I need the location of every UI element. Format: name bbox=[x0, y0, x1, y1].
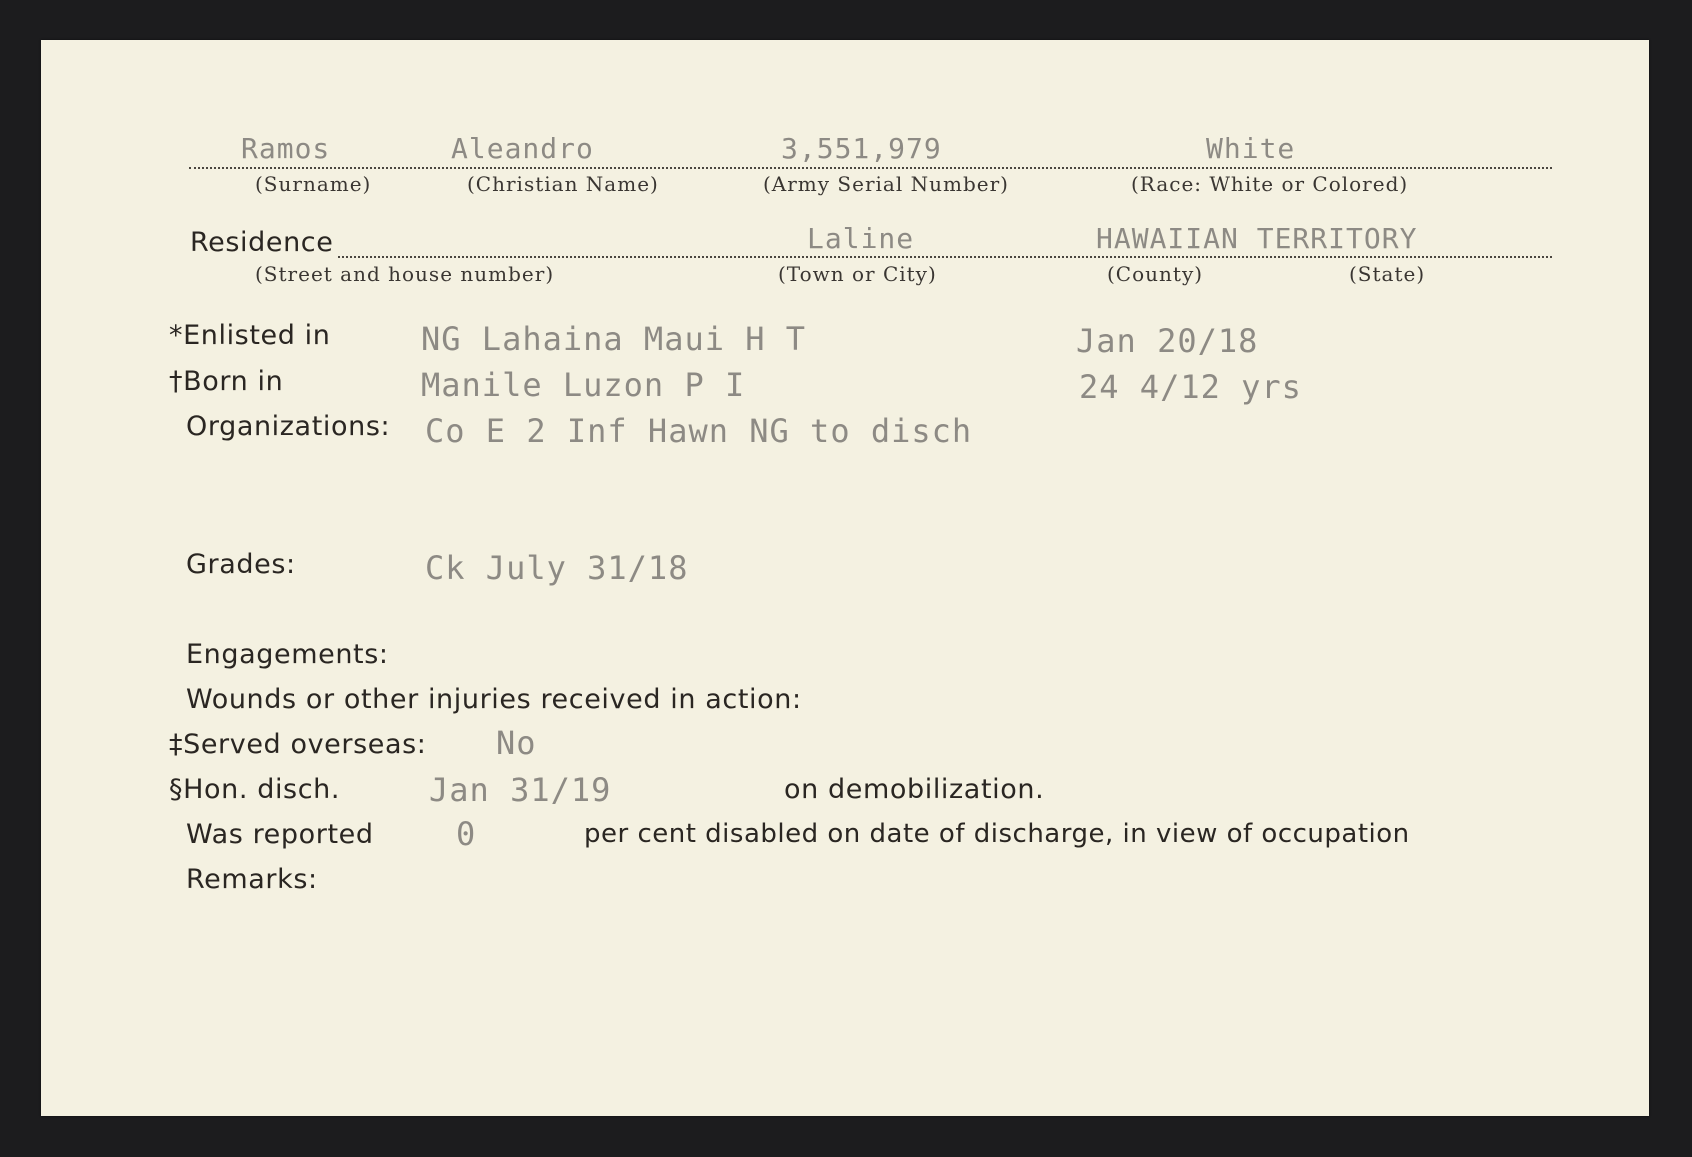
reported-label: Was reported bbox=[186, 819, 374, 850]
residence-county-state-value: HAWAIIAN TERRITORY bbox=[1096, 222, 1418, 255]
enlisted-date-value: Jan 20/18 bbox=[1076, 322, 1259, 360]
served-overseas-label: ‡Served overseas: bbox=[169, 729, 427, 760]
christian-name-value: Aleandro bbox=[451, 132, 594, 165]
engagements-label: Engagements: bbox=[186, 639, 389, 670]
race-caption: (Race: White or Colored) bbox=[1131, 172, 1409, 196]
enlisted-place-value: NG Lahaina Maui H T bbox=[421, 320, 807, 358]
enlisted-label: *Enlisted in bbox=[169, 320, 331, 351]
organizations-label: Organizations: bbox=[186, 411, 391, 442]
county-caption: (County) bbox=[1107, 262, 1204, 286]
service-record-card bbox=[41, 40, 1649, 1116]
remarks-label: Remarks: bbox=[186, 864, 318, 895]
wounds-label: Wounds or other injuries received in action: bbox=[186, 684, 802, 715]
state-caption: (State) bbox=[1349, 262, 1426, 286]
born-age-value: 24 4/12 yrs bbox=[1079, 368, 1302, 406]
grades-value: Ck July 31/18 bbox=[425, 549, 689, 587]
discharge-suffix: on demobilization. bbox=[784, 774, 1045, 805]
served-overseas-value: No bbox=[496, 724, 537, 762]
residence-label: Residence bbox=[190, 227, 334, 258]
disability-percent-value: 0 bbox=[456, 815, 477, 853]
christian-name-caption: (Christian Name) bbox=[467, 172, 659, 196]
born-place-value: Manile Luzon P I bbox=[421, 366, 746, 404]
town-caption: (Town or City) bbox=[778, 262, 937, 286]
surname-value: Ramos bbox=[241, 132, 331, 165]
surname-caption: (Surname) bbox=[255, 172, 372, 196]
residence-dotted-line bbox=[338, 256, 1552, 258]
honorable-discharge-date: Jan 31/19 bbox=[429, 771, 612, 809]
name-row-dotted-line bbox=[189, 167, 1552, 169]
race-value: White bbox=[1206, 132, 1296, 165]
serial-number-caption: (Army Serial Number) bbox=[763, 172, 1009, 196]
grades-label: Grades: bbox=[186, 549, 296, 580]
serial-number-value: 3,551,979 bbox=[781, 132, 942, 165]
honorable-discharge-label: §Hon. disch. bbox=[169, 774, 341, 805]
disability-suffix: per cent disabled on date of discharge, in view of occupation bbox=[584, 819, 1410, 849]
street-caption: (Street and house number) bbox=[255, 262, 555, 286]
organizations-value: Co E 2 Inf Hawn NG to disch bbox=[425, 412, 973, 450]
residence-town-value: Laline bbox=[807, 222, 915, 255]
born-label: †Born in bbox=[169, 366, 284, 397]
